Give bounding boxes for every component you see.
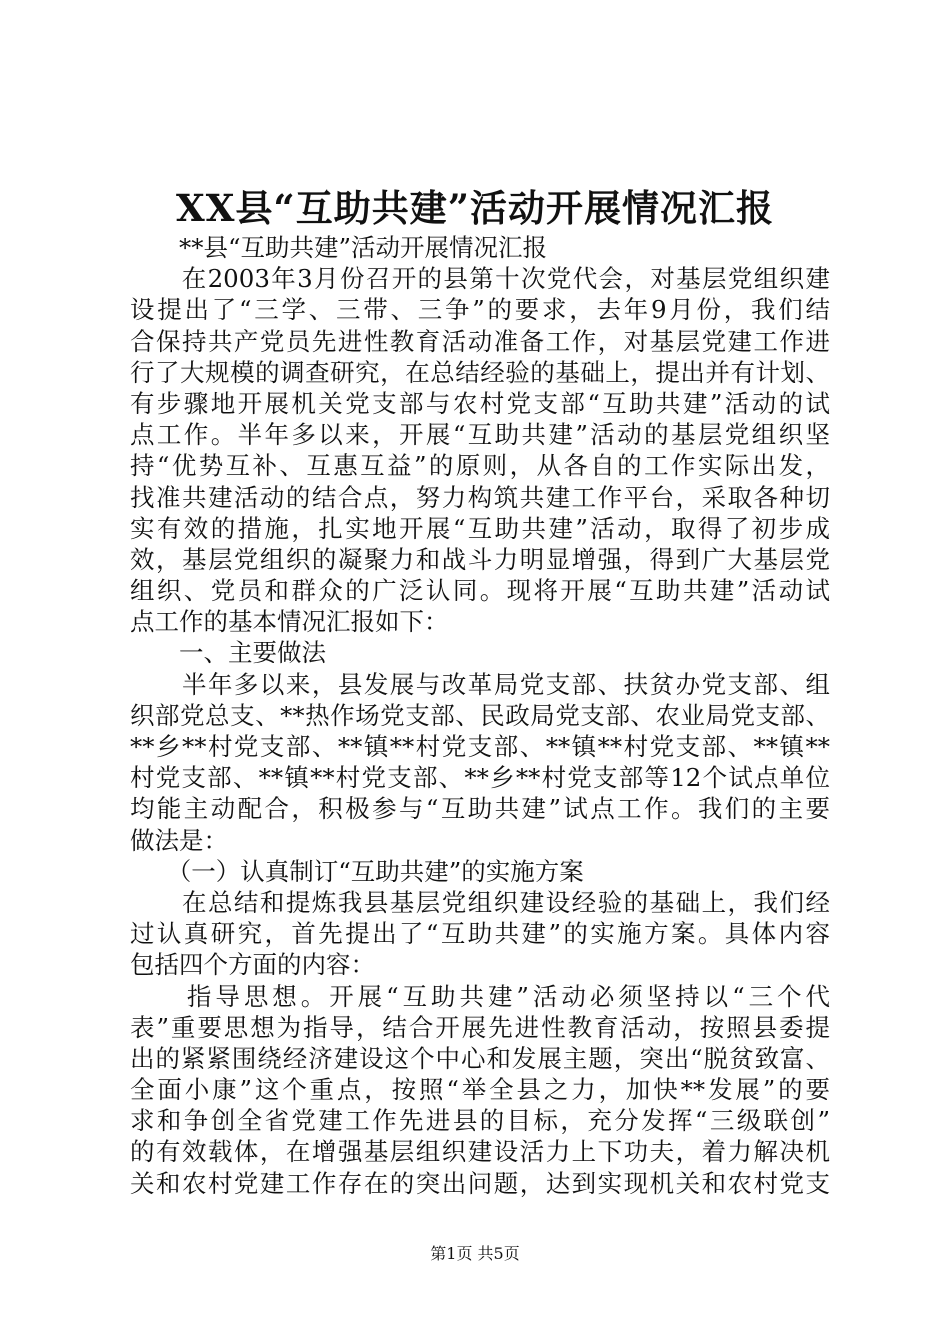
text-line: 在2003年3月份召开的县第十次党代会，对基层党组织建 bbox=[130, 264, 830, 294]
text-line: 过认真研究，首先提出了“互助共建”的实施方案。具体内容 bbox=[130, 919, 830, 949]
text-line: 包括四个方面的内容： bbox=[130, 950, 375, 980]
text-line: 求和争创全省党建工作先进县的目标，充分发挥“三级联创” bbox=[130, 1106, 830, 1136]
text-line: **县“互助共建”活动开展情况汇报 bbox=[130, 233, 548, 262]
text-line: 一、主要做法 bbox=[130, 638, 326, 668]
text-line: 设提出了“三学、三带、三争”的要求，去年9月份，我们结 bbox=[130, 295, 830, 325]
text-line: 表”重要思想为指导，结合开展先进性教育活动，按照县委提 bbox=[130, 1012, 830, 1042]
text-line: 均能主动配合，积极参与“互助共建”试点工作。我们的主要 bbox=[130, 794, 830, 824]
text-line: **乡**村党支部、**镇**村党支部、**镇**村党支部、**镇** bbox=[130, 732, 830, 761]
text-line: 效，基层党组织的凝聚力和战斗力明显增强，得到广大基层党 bbox=[130, 544, 830, 574]
text-line: 点工作的基本情况汇报如下： bbox=[130, 607, 449, 637]
text-line: 半年多以来，县发展与改革局党支部、扶贫办党支部、组 bbox=[130, 669, 830, 699]
text-line: 织部党总支、**热作场党支部、民政局党支部、农业局党支部、 bbox=[130, 700, 830, 730]
text-line: 合保持共产党员先进性教育活动准备工作，对基层党建工作进 bbox=[130, 326, 830, 356]
text-line: 行了大规模的调查研究，在总结经验的基础上，提出并有计划、 bbox=[130, 357, 830, 387]
document-body bbox=[130, 232, 830, 1199]
text-line: （一）认真制订“互助共建”的实施方案 bbox=[130, 856, 584, 886]
text-line: 全面小康”这个重点，按照“举全县之力，加快**发展”的要 bbox=[130, 1075, 830, 1105]
text-line: 有步骤地开展机关党支部与农村党支部“互助共建”活动的试 bbox=[130, 388, 830, 418]
text-line: 点工作。半年多以来，开展“互助共建”活动的基层党组织坚 bbox=[130, 420, 830, 450]
text-line: 指导思想。开展“互助共建”活动必须坚持以“三个代 bbox=[130, 981, 830, 1011]
text-line: 出的紧紧围绕经济建设这个中心和发展主题，突出“脱贫致富、 bbox=[130, 1043, 830, 1073]
text-line: 在总结和提炼我县基层党组织建设经验的基础上，我们经 bbox=[130, 887, 830, 917]
text-line: 做法是： bbox=[130, 825, 228, 855]
page-footer: 第1页 共5页 bbox=[430, 1244, 520, 1263]
text-line: 的有效载体，在增强基层组织建设活力上下功夫，着力解决机 bbox=[130, 1137, 830, 1167]
text-line: 持“优势互补、互惠互益”的原则，从各自的工作实际出发， bbox=[130, 451, 830, 481]
text-line: 实有效的措施，扎实地开展“互助共建”活动，取得了初步成 bbox=[130, 513, 830, 543]
text-line: 组织、党员和群众的广泛认同。现将开展“互助共建”活动试 bbox=[130, 576, 830, 606]
document-title: XX县“互助共建”活动开展情况汇报 bbox=[176, 186, 774, 230]
text-line: 找准共建活动的结合点，努力构筑共建工作平台，采取各种切 bbox=[130, 482, 830, 512]
text-line: 村党支部、**镇**村党支部、**乡**村党支部等12个试点单位 bbox=[130, 763, 830, 793]
text-line: 关和农村党建工作存在的突出问题，达到实现机关和农村党支 bbox=[130, 1168, 830, 1198]
